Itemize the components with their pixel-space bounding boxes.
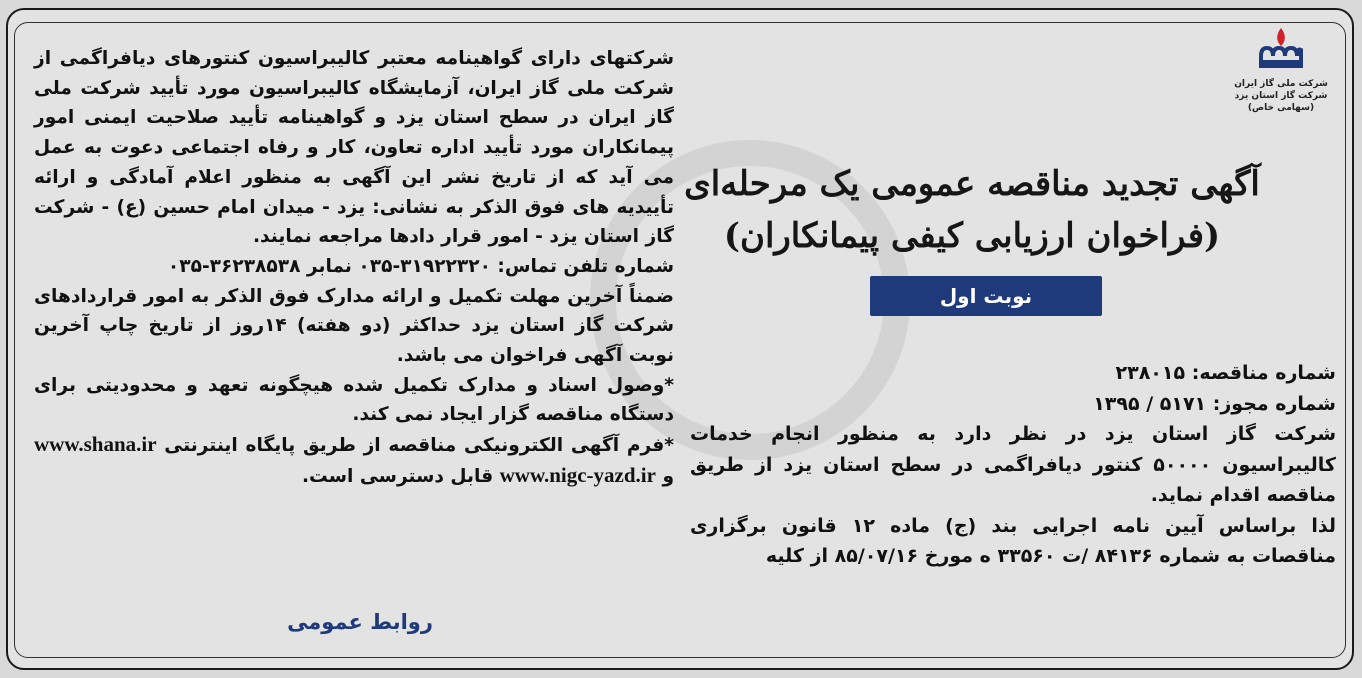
public-relations-signature: روابط عمومی xyxy=(287,610,433,634)
tender-number: شماره مناقصه: ۲۳۸۰۱۵ xyxy=(1115,362,1336,384)
note-online-suffix: قابل دسترسی است. xyxy=(301,465,494,487)
deadline-paragraph: ضمناً آخرین مهلت تکمیل و ارائه مدارک فوق الذکر به امور قراردادهای شرکت گاز استان یزد حداکثر (دو هفته) ۱۴روز از تاریخ چاپ آخرین نوبت آگهی فراخوان می باشد. xyxy=(34,285,674,367)
nigc-logo-icon xyxy=(1253,26,1309,78)
title-line-1: آگهی تجدید مناقصه عمومی یک مرحله‌ای xyxy=(684,164,1260,204)
logo-line-3: (سهامی خاص) xyxy=(1247,103,1315,113)
basis-paragraph: لذا براساس آیین نامه اجرایی بند (ج) ماده ۱۲ قانون برگزاری مناقصات به شماره ۸۴۱۳۶ /ت ۳۳۵۶۰ ه مورخ ۸۵/۰۷/۱۶ از کلیه xyxy=(690,514,1336,567)
logo-line-2: شرکت گاز استان یزد xyxy=(1234,91,1328,101)
note-online-prefix: *فرم آگهی الکترونیکی مناقصه از طریق پایگاه اینترنتی xyxy=(164,435,674,457)
ad-title xyxy=(682,158,1262,262)
right-column xyxy=(690,358,1336,572)
link-shana[interactable]: www.shana.ir xyxy=(34,432,157,457)
intro-paragraph: شرکت گاز استان یزد در نظر دارد به منظور انجام خدمات کالیبراسیون ۵۰۰۰۰ کنتور دیافراگمی در سطح استان یزد از طریق مناقصه اقدام نماید. xyxy=(690,423,1336,506)
company-logo xyxy=(1226,26,1336,114)
logo-line-1: شرکت ملی گاز ایران xyxy=(1234,79,1328,89)
permit-number: شماره مجوز: ۵۱۷۱ / ۱۳۹۵ xyxy=(1093,392,1336,415)
invitation-paragraph: شرکتهای دارای گواهینامه معتبر کالیبراسیون کنتورهای دیافراگمی از شرکت ملی گاز ایران، آزمایشگاه کالیبراسیون مورد تأیید شرکت ملی گاز ایران در سطح استان یزد و گواهینامه تأیید صلاحیت ایمنی امور پیمانکاران مورد تأیید اداره تعاون، کار و رفاه اجتماعی دعوت به عمل می آید که از تاریخ نشر این آگهی به منظور اعلام آمادگی و ارائه تأییدیه های فوق الذکر به نشانی: یزد - میدان امام حسین (ع) - شرکت گاز استان یزد - امور قرار دادها مراجعه نمایند. xyxy=(34,48,674,248)
title-line-2: (فراخوان ارزیابی کیفی پیمانکاران) xyxy=(723,216,1221,256)
note-documents: *وصول اسناد و مدارک تکمیل شده هیچگونه تعهد و محدودیتی برای دستگاه مناقصه گزار ایجاد نمی کند. xyxy=(34,374,674,426)
note-and: و xyxy=(662,465,674,487)
note-online-form xyxy=(34,430,674,491)
round-badge: نوبت اول xyxy=(870,276,1102,316)
link-nigc-yazd[interactable]: www.nigc-yazd.ir xyxy=(499,462,656,487)
left-column xyxy=(34,44,674,492)
contact-phone: شماره تلفن تماس: ۳۱۹۲۲۳۲۰-۰۳۵ نمابر ۳۶۲۳۸۵۳۸-۰۳۵ xyxy=(167,255,674,277)
